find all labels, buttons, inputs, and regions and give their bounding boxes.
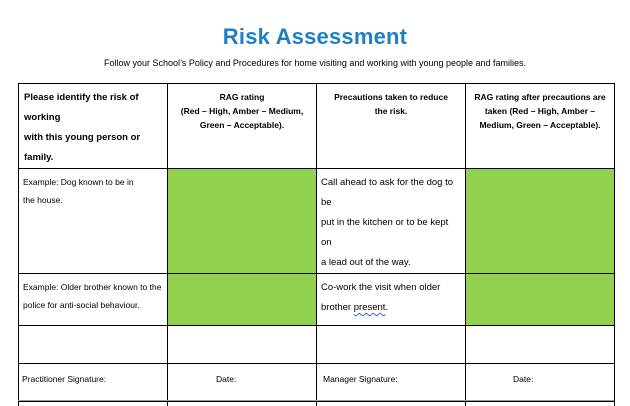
precaution-cell[interactable] xyxy=(317,274,466,326)
header-risk xyxy=(19,84,168,169)
header-rag-line: Green – Acceptable). xyxy=(199,120,285,130)
header-precaution-line: Precautions taken to reduce xyxy=(334,92,448,102)
header-risk-line: Please identify the risk of working xyxy=(24,92,139,123)
risk-text-line: Example: Dog known to be in xyxy=(23,177,134,187)
precaution-text-line: Co-work the visit when older xyxy=(321,282,441,293)
rag-before-cell[interactable] xyxy=(168,326,317,364)
precaution-text-line xyxy=(321,298,461,318)
precaution-cell[interactable] xyxy=(317,326,466,364)
date-label: Date: xyxy=(513,374,534,384)
practitioner-signature-label: Practitioner Signature: xyxy=(22,374,107,384)
page-title: Risk Assessment xyxy=(222,24,408,49)
spellcheck-marked-word: present xyxy=(353,302,386,313)
header-rag-before xyxy=(168,84,317,169)
precaution-cell[interactable] xyxy=(317,169,466,274)
rag-before-cell[interactable] xyxy=(168,364,317,402)
precaution-cell[interactable] xyxy=(317,402,466,406)
rag-after-cell[interactable] xyxy=(466,169,615,274)
rag-after-cell[interactable] xyxy=(466,364,615,402)
precaution-text-line: Call ahead to ask for the dog to be xyxy=(321,177,454,208)
rag-after-cell[interactable] xyxy=(466,326,615,364)
header-rag-after-line: Medium, Green – Acceptable). xyxy=(479,120,601,130)
manager-signature-label: Manager Signature: xyxy=(323,374,398,384)
risk-text-line: police for anti-social behaviour. xyxy=(23,300,140,310)
precaution-text-line: a lead out of the way. xyxy=(321,257,411,268)
footer-divider xyxy=(18,400,614,401)
rag-after-cell[interactable] xyxy=(466,402,615,406)
table-row xyxy=(19,402,615,406)
rag-after-cell[interactable] xyxy=(466,274,615,326)
risk-cell[interactable] xyxy=(19,326,168,364)
table-row xyxy=(19,274,615,326)
table-row xyxy=(19,326,615,364)
header-risk-line: with this young person or family. xyxy=(24,132,141,163)
date-label: Date: xyxy=(216,374,237,384)
precaution-text-part: . xyxy=(385,302,389,313)
header-rag-after xyxy=(466,84,615,169)
table-header-row xyxy=(19,84,615,169)
risk-text-line: the house. xyxy=(23,195,63,205)
rag-before-cell[interactable] xyxy=(168,274,317,326)
risk-cell[interactable] xyxy=(19,169,168,274)
risk-cell[interactable] xyxy=(19,402,168,406)
rag-before-cell[interactable] xyxy=(168,169,317,274)
precaution-text-line: put in the kitchen or to be kept on xyxy=(321,217,449,248)
precaution-text-part: brother xyxy=(321,302,354,313)
risk-table xyxy=(18,83,615,406)
header-rag-after-line: taken (Red – High, Amber – xyxy=(484,106,596,116)
rag-before-cell[interactable] xyxy=(168,402,317,406)
page-subtitle: Follow your School’s Policy and Procedures for home visiting and working with young people and families. xyxy=(103,58,527,68)
header-rag-line: (Red – High, Amber – Medium, xyxy=(180,106,304,116)
header-rag-after-line: RAG rating after precautions are xyxy=(474,92,606,102)
table-row xyxy=(19,169,615,274)
header-precaution-line: the risk. xyxy=(374,106,408,116)
header-rag-line: RAG rating xyxy=(219,92,265,102)
risk-cell[interactable] xyxy=(19,274,168,326)
risk-text-line: Example: Older brother known to the xyxy=(23,282,162,292)
header-precautions xyxy=(317,84,466,169)
